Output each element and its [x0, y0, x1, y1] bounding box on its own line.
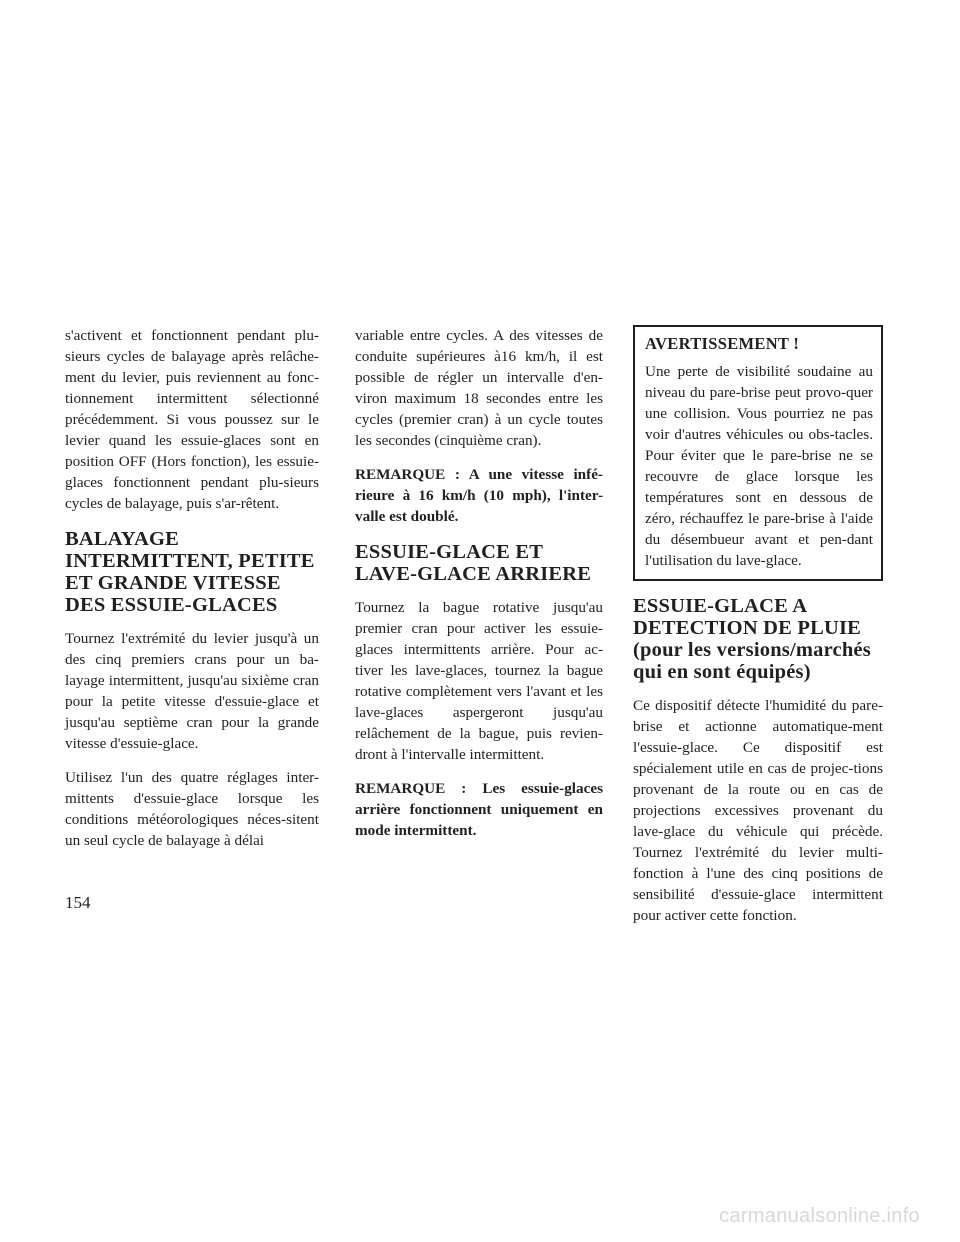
- note-speed: REMARQUE : A une vitesse infé-rieure à 16 km/h (10 mph), l'inter-valle est doublé.: [355, 466, 603, 525]
- intermittent-paragraph-2: Utilisez l'un des quatre réglages inter-mittents d'essuie-glace lorsque les conditions météorologiques néces-sitent un seul cycle de balayage à délai: [65, 769, 319, 849]
- warning-box: [633, 325, 883, 581]
- warning-title: AVERTISSEMENT !: [645, 334, 800, 353]
- section-heading-rear-wiper: ESSUIE-GLACE ET LAVE-GLACE ARRIERE: [355, 541, 592, 585]
- intro-paragraph: s'activent et fonctionnent pendant plu-sieurs cycles de balayage après relâche-ment du levier, puis reviennent au fonc-tionnement intermittent sélectionné précédemment. Si vous poussez sur le levier quand les essuie-glaces sont en position OFF (Hors fonction), les essuie-glaces fonctionnent pendant plu-sieurs cycles de balayage, puis s'ar-rêtent.: [65, 327, 319, 512]
- column-2: [355, 325, 603, 854]
- section-heading-intermittent: BALAYAGE INTERMITTENT, PETITE ET GRANDE VITESSE DES ESSUIE-GLACES: [65, 528, 315, 616]
- rain-sensing-paragraph: Ce dispositif détecte l'humidité du pare-brise et actionne automatique-ment l'essuie-glace. Ce dispositif est spécialement utile en cas de projec-tions provenant de la route ou en cas de projections excessives provenant du lave-glace du véhicule qui précède. Tournez l'extrémité du levier multi-fonction à l'une des cinq positions de sensibilité d'essuie-glace intermittent pour activer cette fonction.: [633, 697, 883, 924]
- page-number: 154: [65, 893, 91, 912]
- warning-text: Une perte de visibilité soudaine au niveau du pare-brise peut provo-quer une collision. Vous pourriez ne pas voir d'autres véhicules ou obs-tacles. Pour éviter que le pare-brise ne se recouvre de glace lorsque les températures sont en dessous de zéro, réchauffez le pare-brise à l'aide du désembueur avant et pen-dant l'utilisation du lave-glace.: [645, 363, 873, 569]
- column-1: [65, 325, 319, 864]
- watermark: carmanualsonline.info: [719, 1205, 920, 1227]
- section-heading-rain-sensing: ESSUIE-GLACE A DETECTION DE PLUIE (pour les versions/marchés qui en sont équipés): [633, 595, 871, 683]
- column-3: [633, 325, 883, 939]
- continuation-paragraph: variable entre cycles. A des vitesses de conduite supérieures à16 km/h, il est possible de régler un intervalle d'en-viron maximum 18 secondes entre les cycles (premier cran) à un cycle toutes les secondes (cinquième cran).: [355, 327, 603, 449]
- note-rear-intermittent: REMARQUE : Les essuie-glaces arrière fonctionnent uniquement en mode intermittent.: [355, 780, 603, 839]
- intermittent-paragraph-1: Tournez l'extrémité du levier jusqu'à un des cinq premiers crans pour un ba-layage intermittent, jusqu'au sixième cran pour la petite vitesse d'essuie-glace et jusqu'au septième cran pour la grande vitesse d'essuie-glace.: [65, 630, 319, 752]
- rear-wiper-paragraph: Tournez la bague rotative jusqu'au premier cran pour activer les essuie-glaces intermittents arrière. Pour ac-tiver les lave-glaces, tournez la bague rotative complètement vers l'avant et les lave-glaces aspergeront jusqu'au relâchement de la bague, puis revien-dront à l'intervalle intermittent.: [355, 599, 603, 763]
